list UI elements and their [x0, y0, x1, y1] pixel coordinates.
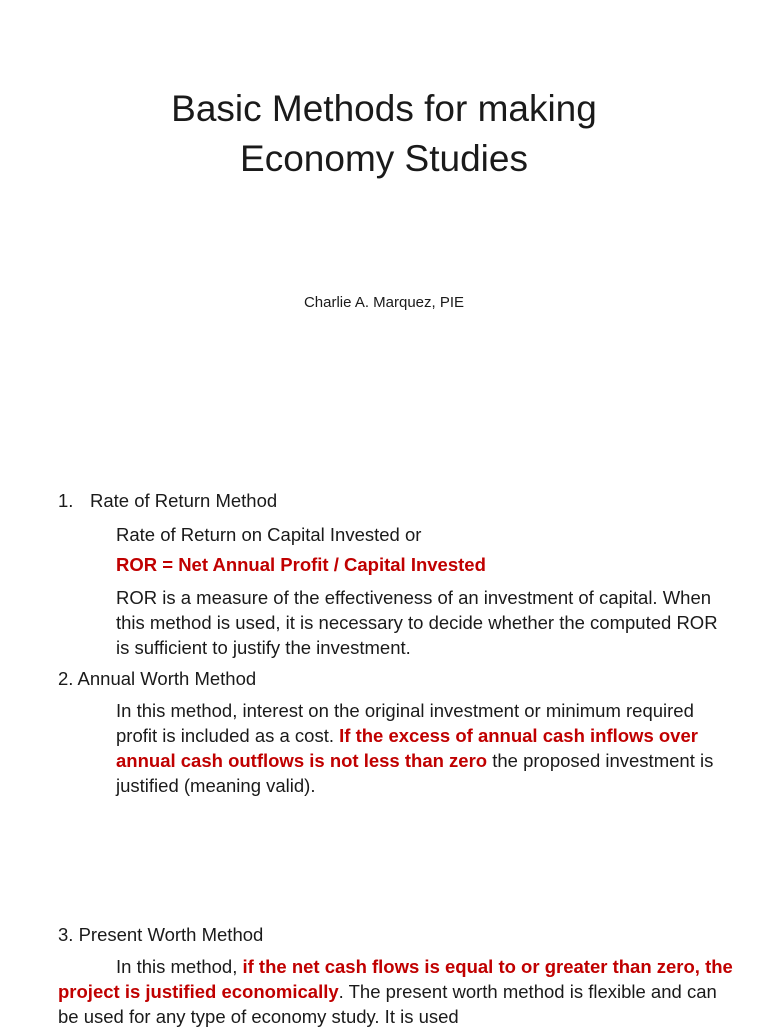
item-2-heading: 2. Annual Worth Method	[58, 668, 257, 689]
present-worth-highlight: if the net cash flows is equal to or greater than zero, the project is justified economically	[58, 956, 733, 1002]
present-worth-text-end: . The present worth method is flexible and can be used for any type of economy study. It is used	[58, 981, 717, 1027]
annual-worth-description	[116, 698, 736, 798]
title-slide	[0, 0, 768, 460]
ror-description: ROR is a measure of the effectiveness of an investment of capital. When this method is used, it is necessary to decide whether the computed ROR is sufficient to justify the investment.	[116, 587, 718, 658]
item-1-title: Rate of Return Method	[90, 490, 278, 511]
item-1-number: 1.	[58, 490, 74, 511]
item-3-heading: 3. Present Worth Method	[58, 924, 264, 945]
annual-worth-text-start: In this method, interest on the original investment or minimum required profit is included as a cost.	[116, 700, 694, 746]
annual-worth-highlight: If the excess of annual cash inflows over annual cash outflows is not less than zero	[116, 725, 698, 771]
ror-formula: ROR = Net Annual Profit / Capital Invested	[116, 554, 486, 575]
content-slide	[0, 486, 768, 1027]
annual-worth-text-end: the proposed investment is justified (meaning valid).	[116, 750, 714, 796]
page-title	[0, 84, 768, 184]
author-name: Charlie A. Marquez, PIE	[303, 294, 465, 311]
item-1-heading	[58, 488, 277, 513]
title-line-1: Basic Methods for making	[171, 88, 597, 129]
ror-intro-text: Rate of Return on Capital Invested or	[116, 524, 422, 545]
present-worth-description	[58, 954, 738, 1029]
present-worth-text-start: In this method,	[116, 956, 243, 977]
title-line-2: Economy Studies	[240, 138, 528, 179]
